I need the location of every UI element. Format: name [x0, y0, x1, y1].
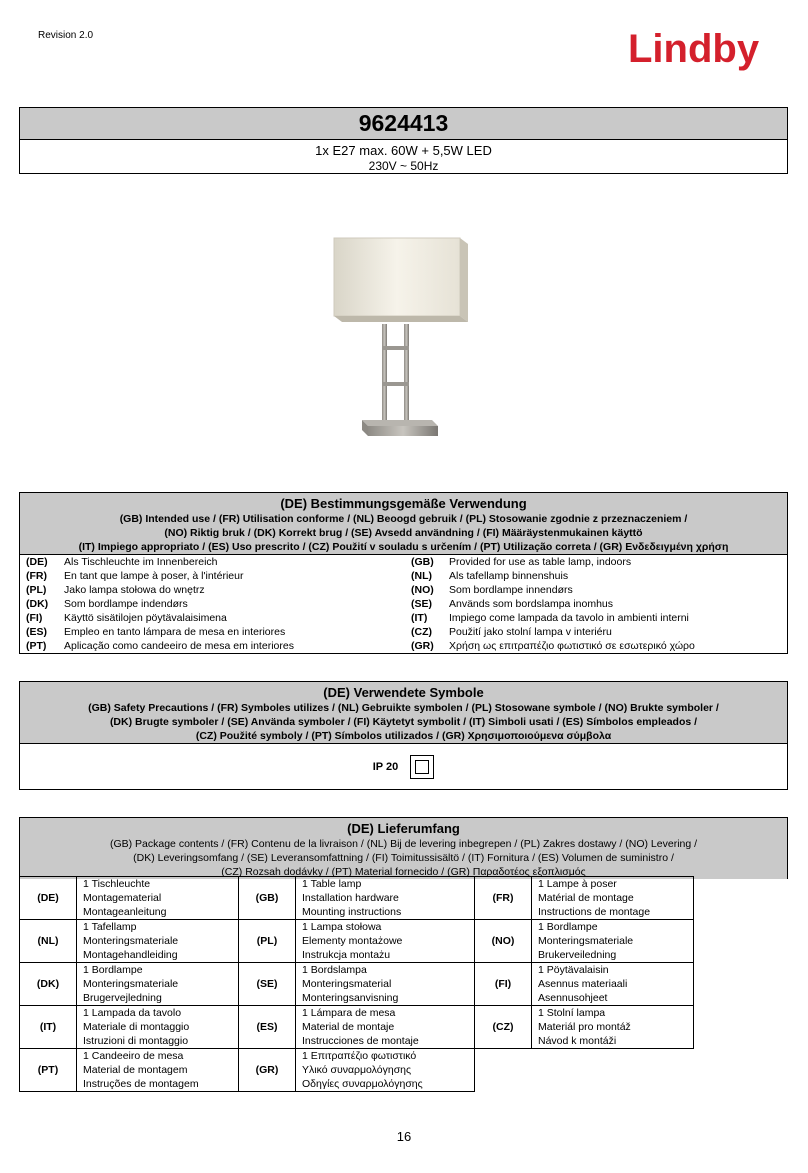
package-item: Materiale di montaggio — [83, 1021, 190, 1033]
package-item: Asennusohjeet — [538, 992, 608, 1004]
package-item: Mounting instructions — [302, 906, 402, 918]
package-items — [296, 1006, 475, 1049]
language-code: (IT) — [411, 612, 428, 624]
package-item: Material de montaje — [302, 1021, 395, 1033]
package-subtitle: (GB) Package contents / (FR) Contenu de la livraison / (NL) Bij de levering inbegrepen / (PL) Zakres dostawy / (NO) Levering / — [109, 838, 698, 850]
table-row — [20, 1006, 694, 1049]
language-code: (GB) — [239, 877, 296, 920]
language-code: (NL) — [411, 570, 432, 582]
package-item: Návod k montáži — [538, 1035, 617, 1047]
product-spec-power: 1x E27 max. 60W + 5,5W LED — [315, 143, 492, 158]
protection-class-icon — [410, 755, 434, 779]
package-item: Instrucciones de montaje — [302, 1035, 419, 1047]
package-title: (DE) Lieferumfang — [347, 821, 460, 836]
usage-text: Käyttö sisätilojen pöytävalaisimena — [64, 612, 227, 624]
language-code: (CZ) — [411, 626, 432, 638]
package-item: 1 Stolní lampa — [538, 1007, 606, 1019]
package-item: Asennus materiaali — [538, 978, 628, 990]
package-subtitle: (DK) Leveringsomfang / (SE) Leveransomfattning / (FI) Toimitussisältö / (IT) Fornitura / (ES) Volumen de suministro / — [133, 852, 674, 864]
package-items — [77, 877, 239, 920]
package-item: Monteringsmaterial — [302, 978, 392, 990]
product-header — [19, 107, 788, 174]
usage-text: En tant que lampe à poser, à l'intérieur — [64, 570, 244, 582]
package-items — [296, 877, 475, 920]
page-number: 16 — [396, 1129, 412, 1144]
package-items — [77, 920, 239, 963]
package-item: Material de montagem — [83, 1064, 188, 1076]
package-item: 1 Lampa stołowa — [302, 921, 382, 933]
lindby-logo — [626, 22, 786, 82]
intended-use-header — [20, 493, 787, 555]
language-code: (PL) — [26, 584, 47, 596]
usage-text: Provided for use as table lamp, indoors — [449, 556, 632, 568]
package-item: 1 Tafellamp — [83, 921, 137, 933]
language-code: (NO) — [411, 584, 434, 596]
table-row — [20, 963, 694, 1006]
usage-text: Som bordlampe innendørs — [449, 584, 573, 596]
package-items — [296, 920, 475, 963]
language-code: (IT) — [20, 1006, 77, 1049]
ip-rating-label: IP 20 — [372, 760, 399, 773]
package-items — [296, 1049, 475, 1092]
intended-use-subtitle: (IT) Impiego appropriato / (ES) Uso prescrito / (CZ) Použití v souladu s určením / (PT) Utilização correta / (GR) Ενδεδειγμένη χρήση — [78, 541, 729, 553]
usage-text: Empleo en tanto lámpara de mesa en interiores — [64, 626, 286, 638]
language-code: (NL) — [20, 920, 77, 963]
package-item: Brugervejledning — [83, 992, 162, 1004]
package-items — [532, 920, 694, 963]
symbols-subtitle: (GB) Safety Precautions / (FR) Symboles utilizes / (NL) Gebruikte symbolen / (PL) Stosowane symbole / (NO) Brukte symboler / — [88, 702, 719, 714]
usage-text: Χρήση ως επιτραπέζιο φωτιστικό σε εσωτερικό χώρο — [449, 640, 695, 652]
revision-label: Revision 2.0 — [38, 30, 94, 41]
language-code: (PT) — [26, 640, 47, 652]
package-item: Materiál pro montáž — [538, 1021, 631, 1033]
intended-use-subtitle: (NO) Riktig bruk / (DK) Korrekt brug / (SE) Avsedd användning / (FI) Määräystenmukainen käyttö — [164, 527, 643, 539]
package-section — [19, 817, 788, 879]
intended-use-title: (DE) Bestimmungsgemäße Verwendung — [280, 496, 527, 511]
usage-text: Impiego come lampada da tavolo in ambienti interni — [449, 612, 689, 624]
package-contents-table — [19, 876, 694, 1092]
table-row — [20, 1049, 694, 1092]
language-code: (DK) — [26, 598, 49, 610]
language-code: (ES) — [239, 1006, 296, 1049]
package-item: Montageanleitung — [83, 906, 167, 918]
table-row — [20, 920, 694, 963]
language-code: (DK) — [20, 963, 77, 1006]
package-item: 1 Tischleuchte — [83, 878, 151, 890]
package-item: 1 Bordlampe — [538, 921, 598, 933]
package-header — [20, 818, 787, 879]
symbols-section — [19, 681, 788, 790]
package-items — [532, 963, 694, 1006]
package-subtitle: (CZ) Rozsah dodávky / (PT) Material fornecido / (GR) Παραδοτέος εξοπλισμός — [221, 866, 586, 878]
language-code: (FI) — [26, 612, 43, 624]
package-item: Οδηγίες συναρμολόγησης — [302, 1078, 423, 1090]
package-items — [77, 1049, 239, 1092]
language-code: (SE) — [411, 598, 432, 610]
intended-use-subtitle: (GB) Intended use / (FR) Utilisation conforme / (NL) Beoogd gebruik / (PL) Stosowanie zgodnie z przeznaczeniem / — [119, 513, 688, 525]
package-item: 1 Επιτραπέζιο φωτιστικό — [302, 1050, 417, 1062]
package-item: 1 Table lamp — [302, 878, 362, 890]
package-items — [77, 963, 239, 1006]
language-code: (CZ) — [475, 1006, 532, 1049]
table-row — [20, 877, 694, 920]
language-code: (ES) — [26, 626, 47, 638]
package-item: Istruzioni di montaggio — [83, 1035, 189, 1047]
usage-text: Als tafellamp binnenshuis — [449, 570, 569, 582]
package-item: Instructions de montage — [538, 906, 651, 918]
product-spec-voltage: 230V ~ 50Hz — [368, 159, 439, 173]
logo-text: Lindby — [628, 27, 760, 71]
package-item: 1 Lampada da tavolo — [83, 1007, 182, 1019]
package-item: Monteringsanvisning — [302, 992, 399, 1004]
lamp-image — [320, 232, 490, 447]
package-item: 1 Bordlampe — [83, 964, 143, 976]
package-item: 1 Lampe à poser — [538, 878, 617, 890]
package-item: Monteringsmateriale — [538, 935, 634, 947]
package-item: Elementy montażowe — [302, 935, 403, 947]
symbols-header — [20, 682, 787, 744]
package-item: Installation hardware — [302, 892, 399, 904]
intended-use-list — [20, 555, 787, 653]
language-code: (PT) — [20, 1049, 77, 1092]
language-code: (FR) — [26, 570, 47, 582]
usage-text: Som bordlampe indendørs — [64, 598, 188, 610]
symbols-subtitle: (DK) Brugte symboler / (SE) Använda symboler / (FI) Käytetyt symbolit / (IT) Simboli usati / (ES) Símbolos empleados / — [109, 716, 698, 728]
symbols-title: (DE) Verwendete Symbole — [323, 685, 484, 700]
language-code: (PL) — [239, 920, 296, 963]
package-items — [532, 1006, 694, 1049]
package-item: Matérial de montage — [538, 892, 634, 904]
package-item: 1 Pöytävalaisin — [538, 964, 609, 976]
language-code: (GR) — [411, 640, 434, 652]
intended-use-section — [19, 492, 788, 654]
package-items — [296, 963, 475, 1006]
package-item: Montagematerial — [83, 892, 162, 904]
usage-text: Används som bordslampa inomhus — [449, 598, 614, 610]
symbols-body — [20, 744, 787, 789]
language-code: (DE) — [20, 877, 77, 920]
language-code: (GR) — [239, 1049, 296, 1092]
usage-text: Aplicação como candeeiro de mesa em interiores — [64, 640, 294, 652]
language-code: (DE) — [26, 556, 48, 568]
package-item: 1 Candeeiro de mesa — [83, 1050, 184, 1062]
language-code: (SE) — [239, 963, 296, 1006]
package-item: Montagehandleiding — [83, 949, 178, 961]
package-item: 1 Lámpara de mesa — [302, 1007, 396, 1019]
usage-text: Jako lampa stołowa do wnętrz — [64, 584, 205, 596]
package-items — [77, 1006, 239, 1049]
symbols-subtitle: (CZ) Použité symboly / (PT) Símbolos utilizados / (GR) Χρησιμοποιούμενα σύμβολα — [195, 730, 612, 742]
language-code: (NO) — [475, 920, 532, 963]
language-code: (FI) — [475, 963, 532, 1006]
package-item: Monteringsmateriale — [83, 935, 179, 947]
usage-text: Použití jako stolní lampa v interiéru — [449, 626, 612, 638]
package-item: Instruções de montagem — [83, 1078, 199, 1090]
language-code: (FR) — [475, 877, 532, 920]
package-item: Υλικό συναρμολόγησης — [302, 1064, 412, 1076]
package-item: 1 Bordslampa — [302, 964, 367, 976]
usage-text: Als Tischleuchte im Innenbereich — [64, 556, 218, 568]
package-item: Brukerveiledning — [538, 949, 617, 961]
package-item: Instrukcja montażu — [302, 949, 391, 961]
language-code: (GB) — [411, 556, 434, 568]
product-number: 9624413 — [20, 108, 787, 140]
package-item: Monteringsmateriale — [83, 978, 179, 990]
package-items — [532, 877, 694, 920]
